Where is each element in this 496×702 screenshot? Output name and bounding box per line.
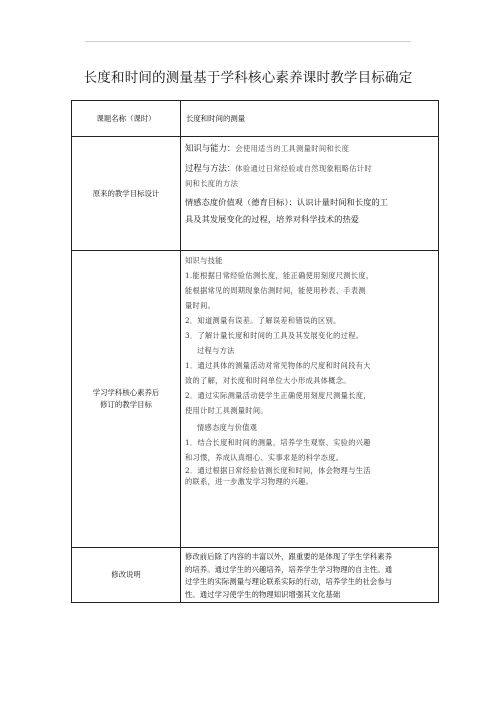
revised-line: 2．知道测量有误差。了解误差和错误的区别。 <box>185 316 341 325</box>
emotion-line-1: 情感态度价值观（德育目标）：认识计量时间和长度的工 <box>185 197 389 207</box>
revised-line: 和习惯，养成认真细心、实事求是的科学态度。 <box>185 453 344 462</box>
revised-line: 1．通过具体的测量活动对常见物体的尺度和时间段有大 <box>185 361 371 370</box>
knowledge-heading: 知识与能力： <box>185 143 236 153</box>
revised-objectives-content <box>181 251 439 548</box>
objectives-table <box>71 100 439 603</box>
revised-line: 的联系，进一步激发学习物理的兴趣。 <box>185 477 314 486</box>
notes-line: 过学生的实际测量与理论联系实际的行动，培养学生的社会参与 <box>185 577 393 587</box>
notes-line: 修改前后除了内容的丰富以外，跟重要的是体现了学生学科素养 <box>185 552 393 561</box>
knowledge-line <box>185 141 434 156</box>
table-row-revision-notes <box>72 548 439 603</box>
revised-section-heading: 过程与方法 <box>197 346 235 355</box>
revised-line: 使用计时工具测量时间。 <box>185 406 268 415</box>
document-title: 长度和时间的测量基于学科核心素养课时教学目标确定 <box>83 70 413 86</box>
revised-line: 量时间。 <box>185 301 216 310</box>
revised-section-heading: 情感态度与价值观 <box>197 423 258 432</box>
revised-objectives-label <box>72 251 181 548</box>
table-row-revised-objectives <box>72 251 439 548</box>
revised-line: 1.能根据日常经验估测长度，能正确使用刻度尺测长度， <box>185 271 374 280</box>
revised-line: 知识与技能 <box>185 256 223 265</box>
notes-line: 的培养。通过学生的兴趣培养，培养学生学习物理的自主性。通 <box>185 564 393 574</box>
table-row-original-objectives <box>72 137 439 251</box>
revised-line: 3．了解计量长度和时间的工具及其发展变化的过程。 <box>185 331 364 340</box>
revised-line: 能根据常见的周期现象估测时间，能使用秒表、手表测 <box>185 286 366 295</box>
revised-line: 2．通过根据日常经验估测长度和时间，体会物理与生活 <box>185 466 371 475</box>
notes-line: 性。通过学习使学生的物理知识增强其文化基础 <box>185 589 341 599</box>
process-line <box>185 161 434 191</box>
revised-label-line-1: 学习学科核心素养后 <box>92 388 160 397</box>
revised-label-line-2: 修订的教学目标 <box>100 400 152 409</box>
process-text-2: 间和长度的方法 <box>185 179 239 188</box>
original-objectives-label: 原来的教学目标设计 <box>72 137 181 251</box>
header-rule <box>85 41 411 42</box>
knowledge-text: 会使用适当的工具测量时间和长度 <box>235 144 350 153</box>
revised-line: 2．通过实际测量活动使学生正确使用刻度尺测量长度， <box>185 391 371 400</box>
lesson-value: 长度和时间的测量 <box>181 101 439 137</box>
table-row-lesson <box>72 101 439 137</box>
revision-notes-content <box>181 548 439 603</box>
process-heading: 过程与方法： <box>185 163 236 173</box>
emotion-line-2: 具及其发展变化的过程，培养对科学技术的热爱 <box>185 214 360 224</box>
process-text-1: 体验通过日常经验或自然现象粗略估计时 <box>235 164 372 173</box>
revised-line: 1．结合长度和时间的测量，培养学生观察、实验的兴趣 <box>185 438 371 447</box>
revised-line: 致的了解，对长度和时间单位大小形成具体概念。 <box>185 376 351 385</box>
lesson-label: 课题名称（课时） <box>72 101 181 137</box>
revision-notes-label: 修改说明 <box>72 548 181 603</box>
original-objectives-content <box>181 137 439 251</box>
